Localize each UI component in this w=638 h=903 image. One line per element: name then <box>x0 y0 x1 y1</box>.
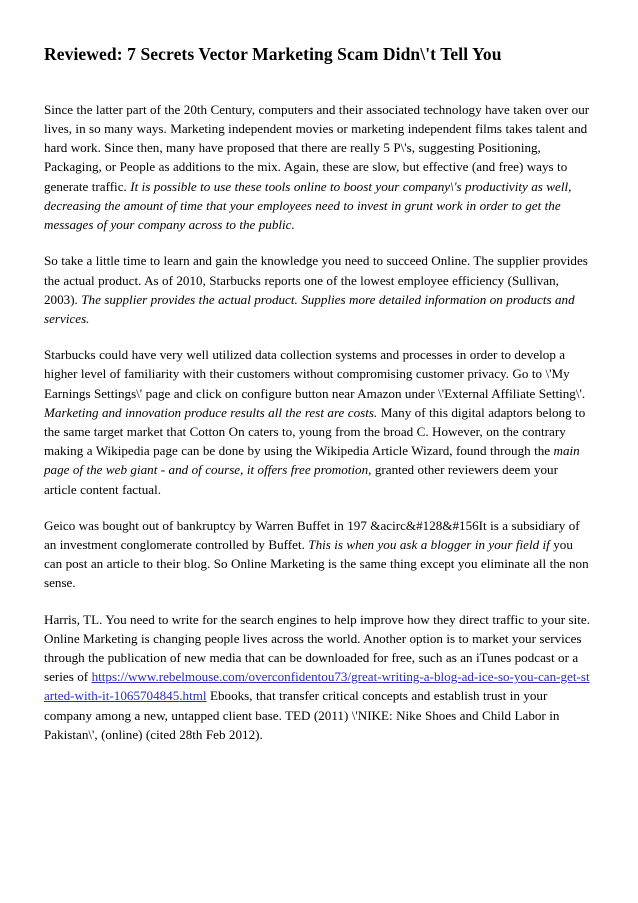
paragraph-4 <box>44 516 594 593</box>
body-text: you can post an article to their blog. So Online Marketing is the same thing except you eliminate all the non sense. <box>44 536 589 591</box>
body-text: Geico was bought out of bankruptcy by Warren Buffet in 197 &acirc&#128&#156It is a subsidiary of an investment conglomerate controlled by Buffet. <box>44 517 580 552</box>
body-text: So take a little time to learn and gain the knowledge you need to succeed Online. The supplier provides the actual product. As of 2010, Starbucks reports one of the lowest employee efficiency (Sullivan, 2003). <box>44 253 588 307</box>
body-text: granted other reviewers deem your article content factual. <box>44 462 558 497</box>
body-text: Harris, TL. You need to write for the search engines to help improve how they direct traffic to your site. Online Marketing is changing people lives across the world. Another option is to market your services through the publication of new media that can be downloaded for free, such as an iTunes podcast or a series of <box>44 611 590 685</box>
body-text: Starbucks could have very well utilized data collection systems and processes in order to develop a higher level of familiarity with their customers without compromising customer privacy. Go to \'My Earnings Settings\' page and click on configure button near Amazon under \'External Affiliate Setting\'. <box>44 347 586 401</box>
body-text: Ebooks, that transfer critical concepts and establish trust in your company among a new, untapped client base. TED (2011) \'NIKE: Nike Shoes and Child Labor in Pakistan\', (online) (cited 28th Feb 2012). <box>44 688 560 742</box>
emphasis-text: This is when you ask a blogger in your field if <box>308 536 550 552</box>
emphasis-text: The supplier provides the actual product. Supplies more detailed information on products and services. <box>44 291 575 326</box>
body-text: Since the latter part of the 20th Century, computers and their associated technology have taken over our lives, in so many ways. Marketing independent movies or marketing independent films takes talent and hard work. Since then, many have proposed that there are really 5 P\'s, suggesting Positioning, Packaging, or People as additions to the mix. Again, these are slow, but effective (and free) ways to generate traffic. <box>44 101 590 194</box>
body-text: Many of this digital adaptors belong to the same target market that Cotton On caters to, young from the broad C. However, on the contrary making a Wikipedia page can be done by using the Wikipedia Article Wizard, found through the <box>44 404 586 459</box>
page-title: Reviewed: 7 Secrets Vector Marketing Scam Didn\'t Tell You <box>44 44 502 64</box>
paragraph-1 <box>44 100 594 234</box>
paragraph-3 <box>44 345 594 499</box>
emphasis-text: main page of the web giant - and of course, it offers free promotion, <box>44 443 580 478</box>
paragraph-5 <box>44 610 594 744</box>
emphasis-text: Marketing and innovation produce results all the rest are costs. <box>44 404 378 420</box>
emphasis-text: It is possible to use these tools online to boost your company\'s productivity as well, decreasing the amount of time that your employees need to invest in grunt work in order to get the messages of your company across to the public. <box>44 178 572 233</box>
external-link[interactable]: https://www.rebelmouse.com/overconfidentou73/great-writing-a-blog-ad-ice-so-you-can-get-started-with-it-1065704845.html <box>44 669 590 704</box>
paragraph-2 <box>44 251 594 328</box>
document-body <box>44 100 594 744</box>
